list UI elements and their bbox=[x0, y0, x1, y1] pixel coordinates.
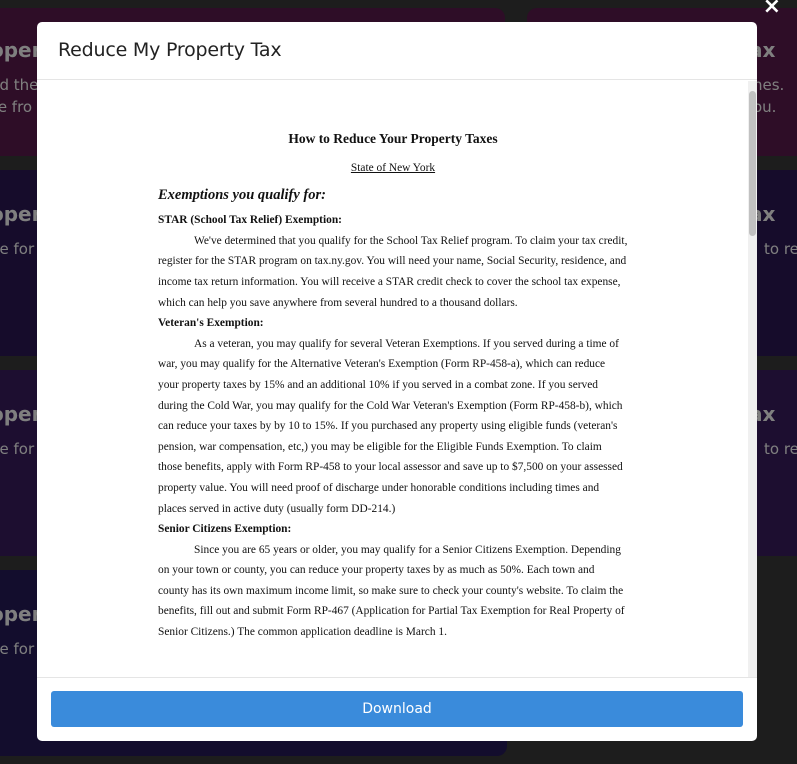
modal-footer bbox=[37, 677, 757, 741]
document-heading: Exemptions you qualify for: bbox=[158, 187, 326, 204]
section-title-veteran: Veteran's Exemption: bbox=[158, 317, 264, 330]
section-title-senior: Senior Citizens Exemption: bbox=[158, 523, 292, 536]
section-title-star: STAR (School Tax Relief) Exemption: bbox=[158, 214, 342, 227]
section-body-star: We've determined that you qualify for the School Tax Relief program. To claim your tax credit, register for the STAR program on tax.ny.gov. You will need your name, Social Security, residence, and income tax return information. You will receive a STAR credit check to cover the school tax expense, which can help you save anywhere from several hundred to a thousand dollars. bbox=[158, 234, 628, 309]
document-title: How to Reduce Your Property Taxes bbox=[288, 131, 498, 146]
download-button[interactable]: Download bbox=[51, 691, 743, 727]
document-scrollbar[interactable] bbox=[748, 81, 757, 677]
scrollbar-thumb[interactable] bbox=[749, 91, 756, 236]
modal-title: Reduce My Property Tax bbox=[58, 39, 282, 61]
modal-header bbox=[37, 22, 757, 80]
close-icon[interactable]: × bbox=[762, 0, 781, 19]
section-body-senior: Since you are 65 years or older, you may qualify for a Senior Citizens Exemption. Depending on your town or county, you can reduce your property taxes by as much as 50%. Each town and county has its own maximum income limit, so make sure to check your county's website. To claim the benefits, fill out and submit Form RP-467 (Application for Partial Tax Exemption for Real Property of Senior Citizens.) The common application deadline is March 1. bbox=[158, 543, 625, 639]
property-tax-modal bbox=[37, 22, 757, 741]
document-page bbox=[158, 129, 628, 643]
document-viewer[interactable] bbox=[51, 81, 757, 677]
document-state: State of New York bbox=[350, 161, 436, 174]
section-body-veteran: As a veteran, you may qualify for several Veteran Exemptions. If you served during a time of war, you may qualify for the Alternative Veteran's Exemption (Form RP-458-a), which can reduce your property taxes by 15% and an additional 10% if you served in a combat zone. If you served during the Cold War, you may qualify for the Cold War Veteran's Exemption (Form RP-458-b), which can reduce your taxes by by 10 to 15%. If you purchased any property using eligible funds (veteran's pension, war compensation, etc,) you may be eligible for the Eligible Funds Exemption. To claim those benefits, apply with Form RP-458 to your local assessor and save up to $7,500 on your assessed property value. You will need proof of discharge under honorable conditions including times and places served in active duty (usually form DD-214.) bbox=[158, 337, 623, 515]
